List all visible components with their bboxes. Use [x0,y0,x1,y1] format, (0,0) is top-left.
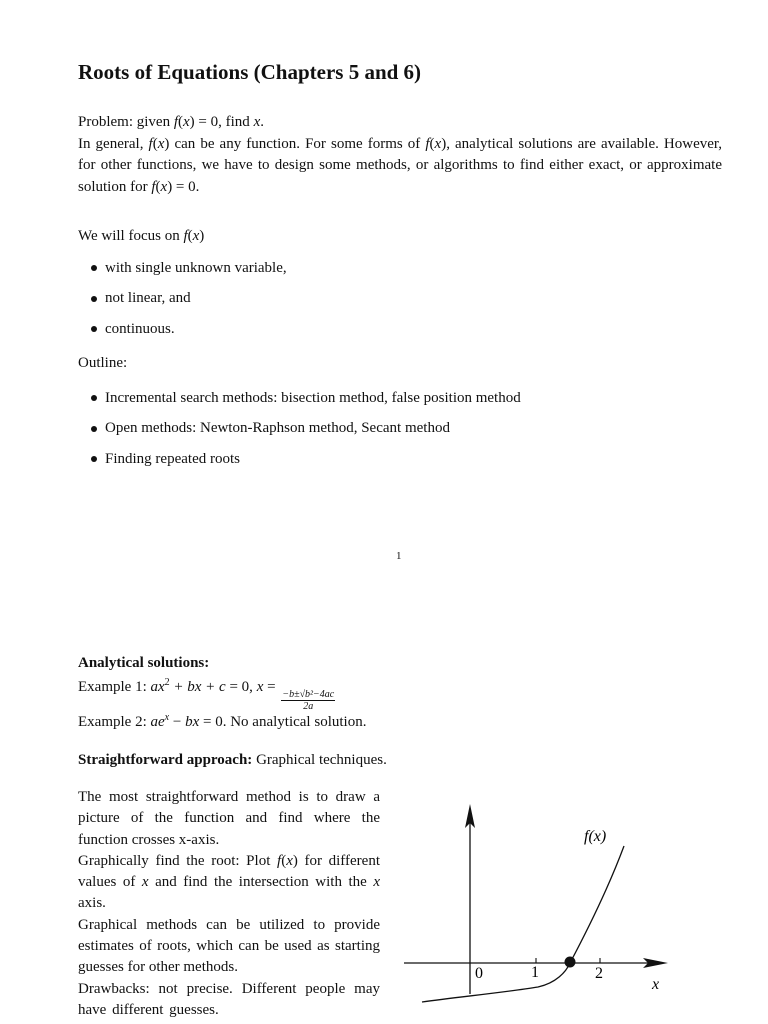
general-text-1: In general, [78,135,144,152]
analytical-section [78,653,722,733]
graphical-para-4: Drawbacks: not precise. Different people may have different guesses. [78,980,380,1018]
problem-prefix: Problem: given [78,114,171,130]
focus-intro [78,226,722,248]
general-text-3: , analytical solutions are available. However, for other functions, we have to design some methods, or algorithms to find either exact, or approximate solution for [78,135,723,195]
graphical-func: f(x) [277,852,298,869]
graphical-text-c: and find the intersection with the [155,874,367,891]
list-item [91,418,722,439]
general-text-4: . [195,178,200,195]
graphical-para-1: The most straightforward method is to draw a picture of the function and find where the function crosses x-axis. [78,789,380,848]
bullet-icon [91,326,97,332]
bullet-icon [91,265,97,271]
tick-label-1: 1 [531,964,539,981]
root-plot-figure [398,794,688,1024]
focus-list [91,258,722,340]
example-2-label: Example 2: [78,713,147,730]
outline-label: Outline: [78,355,128,371]
problem-end: . [260,114,264,130]
list-item-text: Open methods: Newton-Raphson method, Secant method [105,420,450,436]
focus-intro-text: We will focus on [78,228,180,244]
quadratic-formula [281,689,335,712]
general-text-2: can be any function. For some forms of [174,135,421,152]
graphical-para-3: Graphical methods can be utilized to provide estimates of roots, which can be used as starting guesses for other methods. [78,916,380,976]
example-2-text: . No analytical solution. [222,713,367,730]
graphical-para-2 [78,851,380,915]
general-paragraph [78,134,722,199]
graphical-var-x: x [141,874,149,891]
formula-numerator: −b±√b²−4ac [282,688,335,700]
list-item [91,388,722,409]
general-f2: f(x) [425,135,447,152]
example-2 [78,712,722,734]
list-item-text: not linear, and [105,290,191,306]
problem-statement [78,112,722,198]
focus-func: f(x) [183,228,205,244]
problem-func: f(x) = 0 [173,114,219,130]
tick-label-0: 0 [475,965,483,982]
analytical-heading: Analytical solutions: [78,655,210,671]
tick-label-2: 2 [595,965,603,982]
problem-mid: , find [218,114,250,130]
outline-list [91,388,722,470]
page-title: Roots of Equations (Chapters 5 and 6) [78,60,422,84]
example-1 [78,677,722,712]
straightforward-text: Graphical techniques. [256,752,387,768]
page-number: 1 [396,550,402,562]
straightforward-heading: Straightforward approach: [78,752,253,768]
bullet-icon [91,456,97,462]
list-item [91,258,722,279]
x-axis-label: x [652,976,660,993]
straightforward-section [78,750,722,772]
graphical-text-b: for different values of [78,852,380,891]
outline-section [78,353,722,479]
list-item-text: Finding repeated roots [105,450,240,467]
curve-label: f(x) [584,828,607,845]
bullet-icon [91,296,97,302]
bullet-icon [91,426,97,432]
graphical-text-d: axis. [78,895,106,912]
problem-line [78,112,722,134]
example-1-label: Example 1: [78,678,147,695]
bullet-icon [91,395,97,401]
graphical-description [78,787,380,1021]
list-item [91,319,722,340]
general-f3: f(x) = 0 [151,178,196,195]
list-item [91,449,722,470]
list-item [91,288,722,309]
problem-var: x [253,114,261,130]
general-f1: f(x) [148,135,170,152]
list-item-text: with single unknown variable, [105,259,287,276]
straightforward-line [78,750,722,772]
list-item-text: Incremental search methods: bisection method, false position method [105,389,521,406]
function-curve [422,846,624,1002]
graphical-text-a: Graphically find the root: Plot [78,852,271,869]
list-item-text: continuous. [105,320,175,337]
root-point [565,957,576,968]
focus-section [78,226,722,349]
graphical-var-x2: x [373,874,381,891]
example-1-equation: $ax^2$ + bx + c = 0, x = [150,676,276,695]
example-2-equation: $ae^x$ − bx = 0 [150,711,223,730]
formula-denominator: 2a [303,700,314,712]
